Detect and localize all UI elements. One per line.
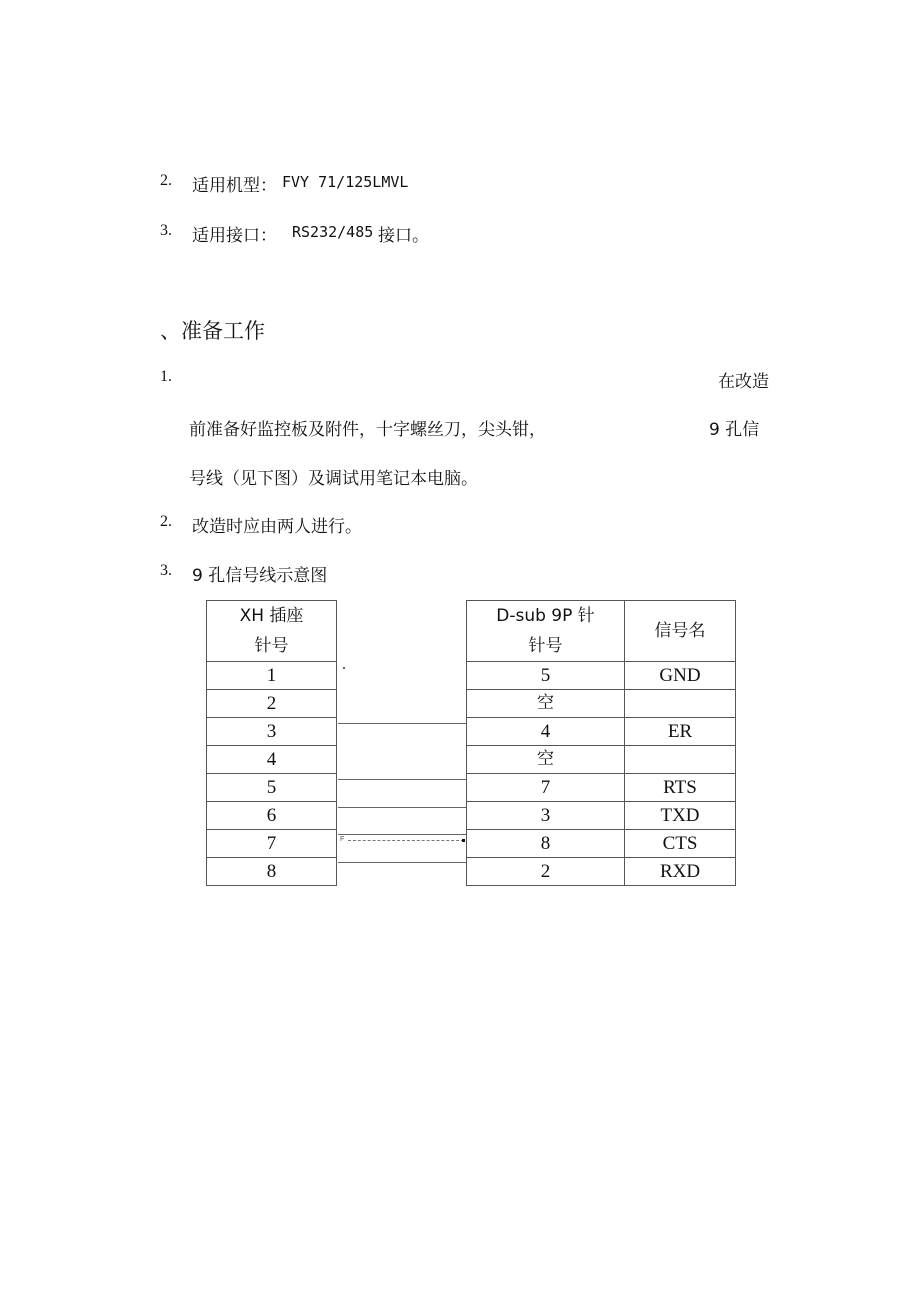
signal-name: RXD xyxy=(625,858,736,886)
prep-item-3-text: 9 孔信号线示意图 xyxy=(192,566,328,586)
xh-header-line1: XH 插座 xyxy=(239,606,304,626)
xh-pin: 6 xyxy=(207,802,337,830)
xh-header-line2: 针号 xyxy=(254,636,289,656)
item-number: 3. xyxy=(160,222,172,239)
prep-item-1-line3: 号线（见下图）及调试用笔记本电脑。 xyxy=(189,469,478,489)
prep-item-1-line2-right: 9 孔信 xyxy=(709,420,760,440)
item-label: 适用机型： xyxy=(192,176,277,196)
wire-end-dot xyxy=(462,839,465,842)
prep-item-1-line2: 前准备好监控板及附件，十字螺丝刀，尖头钳， xyxy=(189,420,546,440)
prep-item-3-number: 3. xyxy=(160,562,172,579)
xh-pin: 8 xyxy=(207,858,337,886)
xh-pin: 2 xyxy=(207,690,337,718)
dsub-header xyxy=(467,601,625,662)
xh-socket-table xyxy=(206,600,337,886)
dsub-pin: 5 xyxy=(467,662,625,690)
dsub-table xyxy=(466,600,736,886)
dsub-pin: 空 xyxy=(467,746,625,774)
dsub-header-line2: 针号 xyxy=(528,636,563,656)
wire-8-to-2 xyxy=(338,862,466,863)
signal-name: RTS xyxy=(625,774,736,802)
signal-name xyxy=(625,746,736,774)
xh-pin: 7 xyxy=(207,830,337,858)
dsub-pin: 2 xyxy=(467,858,625,886)
wire-3-to-4 xyxy=(338,723,466,724)
xh-pin: 3 xyxy=(207,718,337,746)
stray-dot xyxy=(343,667,345,669)
wire-5-to-7 xyxy=(338,779,466,780)
wire-7-to-8 xyxy=(348,840,464,841)
xh-pin: 5 xyxy=(207,774,337,802)
dsub-pin: 7 xyxy=(467,774,625,802)
item-label: 适用接口： xyxy=(192,226,277,246)
item-number: 2. xyxy=(160,172,172,189)
xh-pin: 4 xyxy=(207,746,337,774)
dsub-pin: 8 xyxy=(467,830,625,858)
signal-header: 信号名 xyxy=(625,601,736,662)
prep-item-2-text: 改造时应由两人进行。 xyxy=(192,517,362,537)
wire-f-mark: F xyxy=(340,836,345,843)
section-heading: 、准备工作 xyxy=(160,319,265,343)
prep-item-2-number: 2. xyxy=(160,513,172,530)
signal-name: GND xyxy=(625,662,736,690)
wire-6-to-3 xyxy=(338,807,466,808)
dsub-pin: 4 xyxy=(467,718,625,746)
prep-item-1-number: 1. xyxy=(160,368,172,385)
interface-value: RS232/485 xyxy=(292,223,374,241)
model-value: FVY 71/125LMVL xyxy=(282,173,409,191)
signal-name: ER xyxy=(625,718,736,746)
xh-pin: 1 xyxy=(207,662,337,690)
dsub-header-line1: D-sub 9P 针 xyxy=(496,606,595,626)
signal-name: TXD xyxy=(625,802,736,830)
interface-suffix: 接口。 xyxy=(378,226,429,246)
prep-item-1-right: 在改造 xyxy=(718,372,769,392)
xh-header xyxy=(207,601,337,662)
wire-7-to-8-top xyxy=(338,834,466,835)
dsub-pin: 空 xyxy=(467,690,625,718)
signal-name xyxy=(625,690,736,718)
dsub-pin: 3 xyxy=(467,802,625,830)
signal-name: CTS xyxy=(625,830,736,858)
